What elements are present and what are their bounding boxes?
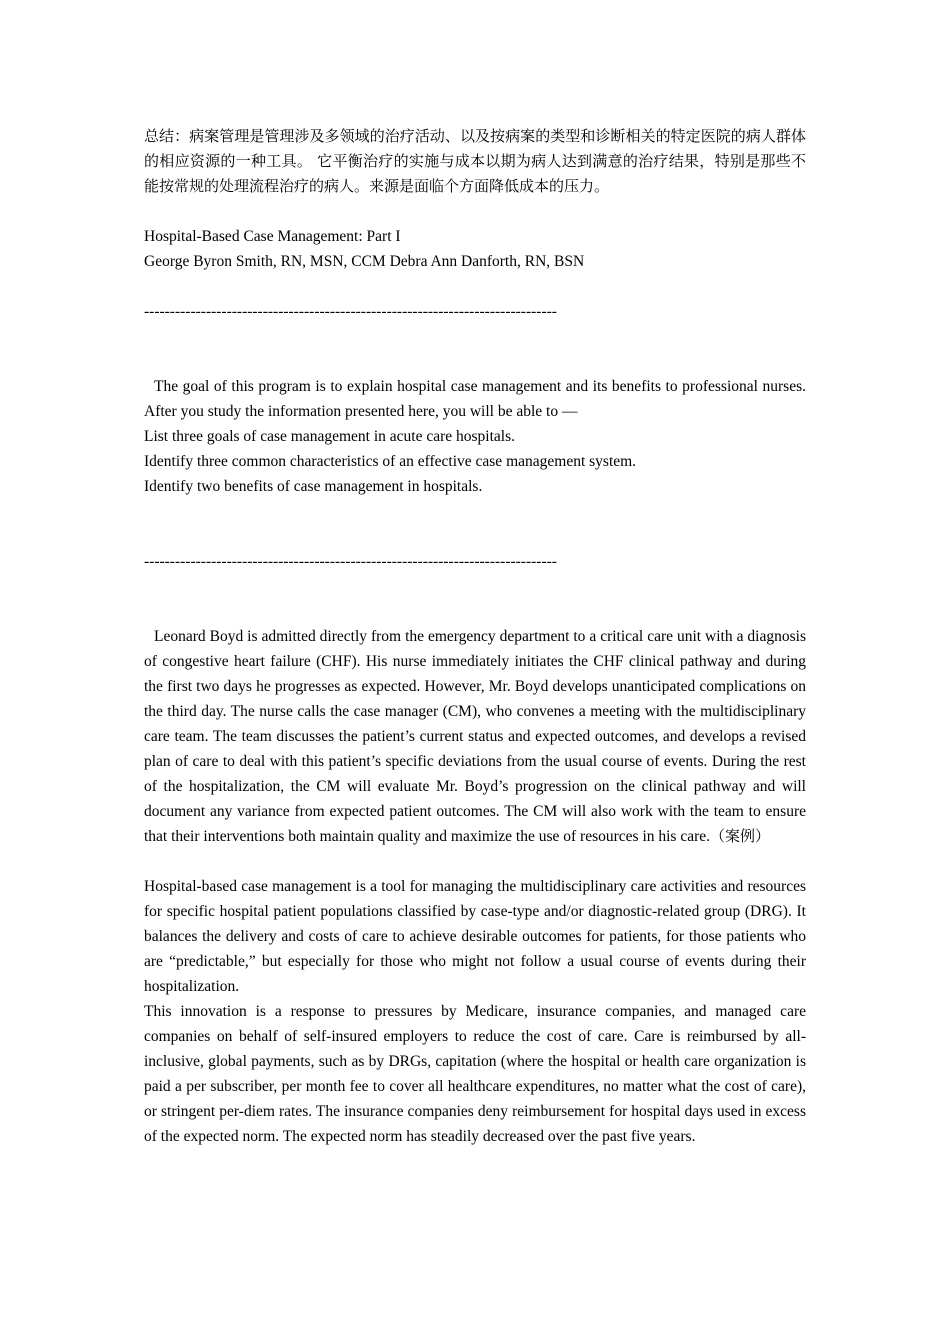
summary-paragraph [144, 124, 806, 199]
objective-item-2: Identify three common characteristics of an effective case management system. [144, 453, 637, 470]
body-paragraph-2: This innovation is a response to pressures by Medicare, insurance companies, and managed care companies on behalf of self-insured employers to reduce the cost of care. Care is reimbursed by all-inclusive, global payments, such as by DRGs, capitation (where the hospital or health care organization is paid a per subscriber, per month fee to cover all healthcare expenditures, no matter what the cost of care), or stringent per-diem rates. The insurance companies deny reimbursement for hospital days used in excess of the expected norm. The expected norm has steadily decreased over the past five years. [144, 1003, 806, 1145]
body-paragraph-1: Hospital-based case management is a tool for managing the multidisciplinary care activities and resources for specific hospital patient populations classified by case-type and/or diagnostic-related group (DRG). It balances the delivery and costs of care to achieve desirable outcomes for patients, for those patients who are “predictable,” but especially for those who might not follow a usual course of events during their hospitalization. [144, 878, 806, 995]
objective-item-1: List three goals of case management in acute care hospitals. [144, 428, 515, 445]
case-tag: （案例） [710, 827, 771, 845]
summary-text: 病案管理是管理涉及多领域的治疗活动、以及按病案的类型和诊断相关的特定医院的病人群体的相应资源的一种工具。 它平衡治疗的实施与成本以期为病人达到满意的治疗结果，特别是那些不能按常规的处理流程治疗的病人。来源是面临个方面降低成本的压力。 [144, 127, 806, 195]
summary-label: 总结： [144, 127, 190, 145]
objective-item-3: Identify two benefits of case management in hospitals. [144, 478, 483, 495]
separator-line-1: -------------------------------------------------------------------------------- [144, 303, 557, 320]
case-paragraph [144, 624, 806, 849]
spacer [144, 274, 806, 299]
article-title: Hospital-Based Case Management: Part I [144, 228, 401, 245]
objectives-intro: The goal of this program is to explain hospital case management and its benefits to professional nurses. After you study the information presented here, you will be able to — [144, 378, 806, 420]
spacer [144, 574, 806, 624]
separator-line-2: -------------------------------------------------------------------------------- [144, 553, 557, 570]
case-text: Leonard Boyd is admitted directly from the emergency department to a critical care unit with a diagnosis of congestive heart failure (CHF). His nurse immediately initiates the CHF clinical pathway and during the first two days he progresses as expected. However, Mr. Boyd develops unanticipated complications on the third day. The nurse calls the case manager (CM), who convenes a meeting with the multidisciplinary care team. The team discusses the patient’s current status and expected outcomes, and develops a revised plan of care to deal with this patient’s specific deviations from the usual course of events. During the rest of the hospitalization, the CM will evaluate Mr. Boyd’s progression on the clinical pathway and will document any variance from expected patient outcomes. The CM will also work with the team to ensure that their interventions both maintain quality and maximize the use of resources in his care. [144, 628, 806, 845]
article-authors: George Byron Smith, RN, MSN, CCM Debra Ann Danforth, RN, BSN [144, 253, 585, 270]
document-page [144, 124, 806, 1149]
spacer [144, 499, 806, 549]
spacer [144, 199, 806, 224]
spacer [144, 849, 806, 874]
spacer [144, 324, 806, 374]
